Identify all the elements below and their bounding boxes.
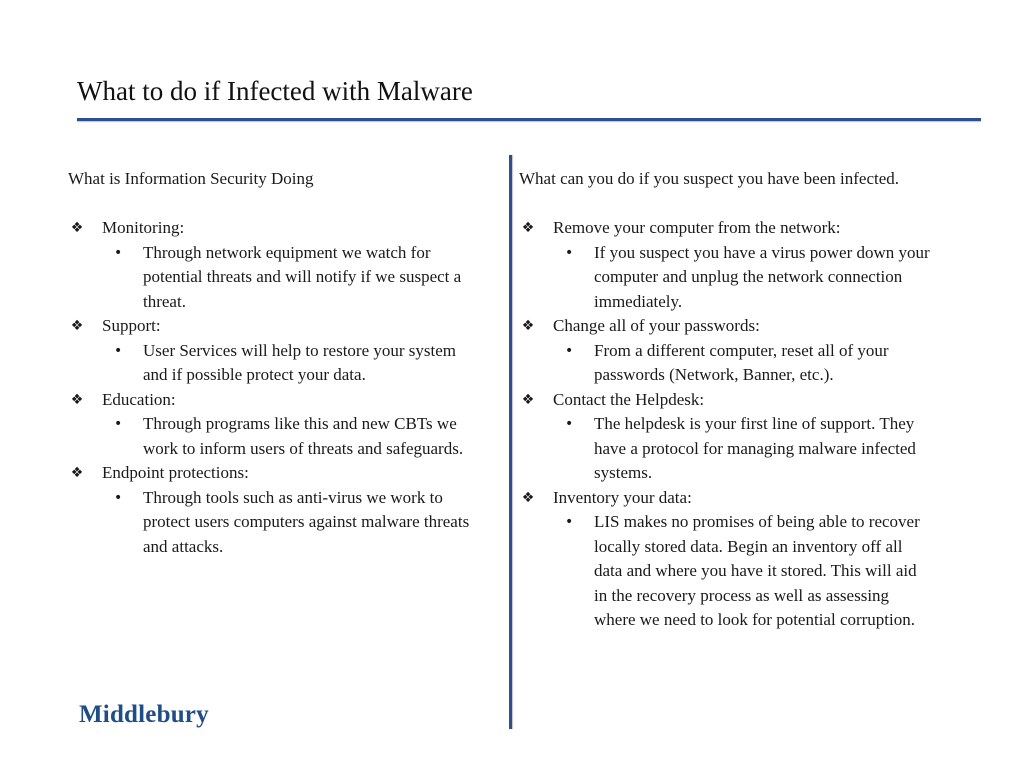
dot-bullet-icon: • [114, 416, 123, 432]
sub-bullet-list [553, 510, 931, 633]
diamond-bullet-icon: ❖ [70, 391, 84, 408]
bullet-item [68, 314, 480, 388]
left-column [68, 167, 480, 559]
bullet-label: Contact the Helpdesk: [553, 389, 705, 409]
sub-bullet-item [553, 241, 931, 315]
diamond-bullet-icon: ❖ [521, 489, 535, 506]
bullet-item [519, 314, 931, 388]
bullet-label: Change all of your passwords: [553, 316, 760, 335]
right-bullet-list [519, 216, 931, 633]
bullet-item [519, 486, 931, 633]
sub-bullet-item [553, 412, 931, 486]
sub-bullet-list [102, 412, 480, 461]
sub-bullet-text: Through tools such as anti-virus we work to protect users computers against malware threats and attacks. [143, 487, 470, 556]
sub-bullet-list [553, 339, 931, 388]
sub-bullet-item [102, 339, 480, 388]
bullet-item [68, 388, 480, 462]
sub-bullet-text: From a different computer, reset all of your passwords (Network, Banner, etc.). [594, 340, 889, 384]
sub-bullet-text: LIS makes no promises of being able to recover locally stored data. Begin an inventory off all data and where you have it stored. This will aid in the recovery process as well as assessing where we need to look for potential corruption. [594, 512, 920, 629]
bullet-label: Endpoint protections: [102, 463, 249, 482]
dot-bullet-icon: • [114, 244, 123, 261]
sub-bullet-list [553, 412, 931, 486]
diamond-bullet-icon: ❖ [70, 318, 84, 334]
sub-bullet-text: If you suspect you have a virus power down your computer and unplug the network connection immediately. [594, 242, 930, 311]
bullet-item [68, 461, 480, 559]
dot-bullet-icon: • [565, 416, 574, 432]
left-column-heading: What is Information Security Doing [68, 169, 314, 188]
sub-bullet-text: Through programs like this and new CBTs we work to inform users of threats and safeguards. [143, 414, 464, 458]
bullet-label: Inventory your data: [553, 487, 692, 507]
bullet-label: Education: [102, 389, 176, 409]
diamond-bullet-icon: ❖ [521, 318, 535, 334]
sub-bullet-list [102, 486, 480, 560]
middlebury-logo: Middlebury [79, 701, 209, 728]
sub-bullet-text: User Services will help to restore your system and if possible protect your data. [143, 340, 457, 384]
sub-bullet-item [102, 486, 480, 560]
bullet-item [519, 388, 931, 486]
sub-bullet-text: The helpdesk is your first line of support. They have a protocol for managing malware infected systems. [594, 414, 916, 482]
sub-bullet-item [553, 510, 931, 633]
bullet-label: Monitoring: [102, 218, 185, 237]
bullet-label: Support: [102, 316, 161, 335]
right-column-heading: What can you do if you suspect you have been infected. [519, 169, 900, 188]
sub-bullet-list [102, 241, 480, 315]
diamond-bullet-icon: ❖ [70, 220, 84, 236]
diamond-bullet-icon: ❖ [521, 220, 535, 236]
bullet-label: Remove your computer from the network: [553, 218, 841, 237]
column-divider [509, 155, 512, 729]
sub-bullet-list [553, 241, 931, 315]
dot-bullet-icon: • [565, 342, 574, 359]
sub-bullet-item [102, 241, 480, 315]
dot-bullet-icon: • [114, 342, 123, 359]
sub-bullet-item [102, 412, 480, 461]
dot-bullet-icon: • [565, 244, 574, 261]
title-underline [77, 118, 981, 121]
right-column [519, 167, 931, 633]
bullet-item [68, 216, 480, 314]
slide-title: What to do if Infected with Malware [77, 76, 473, 106]
sub-bullet-item [553, 339, 931, 388]
sub-bullet-list [102, 339, 480, 388]
dot-bullet-icon: • [565, 514, 574, 530]
dot-bullet-icon: • [114, 489, 123, 506]
diamond-bullet-icon: ❖ [70, 465, 84, 481]
bullet-item [519, 216, 931, 314]
sub-bullet-text: Through network equipment we watch for potential threats and will notify if we suspect a threat. [143, 242, 462, 311]
left-bullet-list [68, 216, 480, 559]
diamond-bullet-icon: ❖ [521, 391, 535, 408]
